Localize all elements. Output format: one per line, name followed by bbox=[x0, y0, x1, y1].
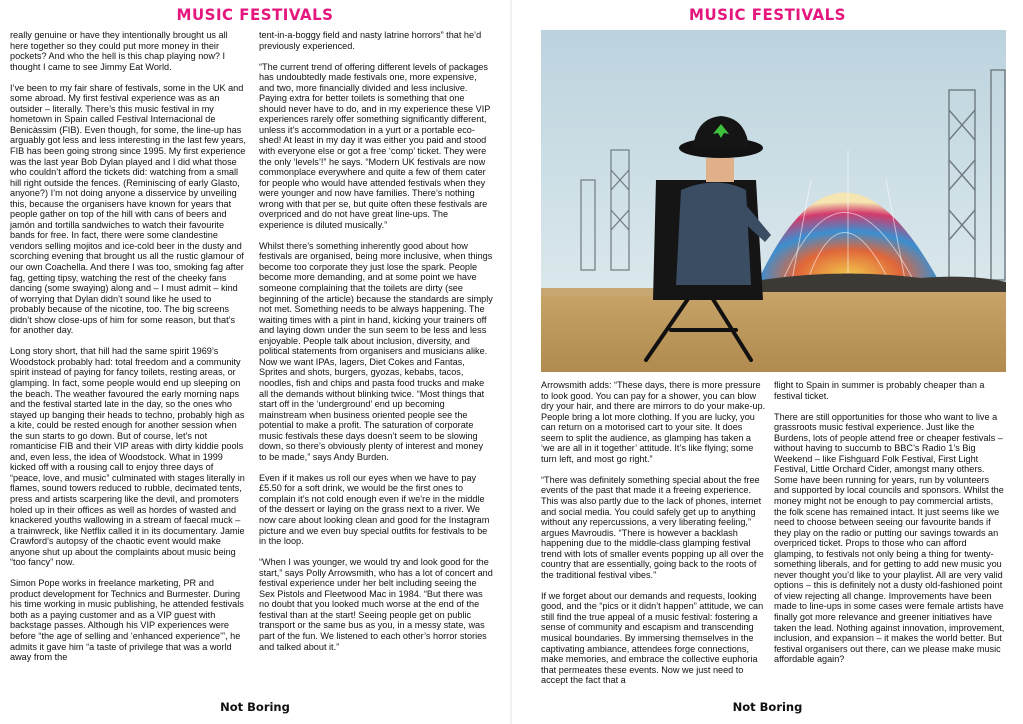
article-column-4 bbox=[774, 380, 1006, 675]
paragraph: tent-in-a-boggy field and nasty latrine horrors” that he’d previously experienced. bbox=[259, 30, 482, 51]
paragraph: Arrowsmith adds: “These days, there is more pressure to look good. You can pay for a shower, you can blow dry your hair, and there are mirrors to do your make-up. People bring a lot more clothing. If you are lucky, you can return on a motorised cart to your site. It does seem to split the audience, as glamping has taken a ‘we are all in it together’ attitude. It’s like flying; some turn left, and most go right.” bbox=[541, 380, 766, 464]
paragraph: Long story short, that hill had the same spirit 1969’s Woodstock probably had: total freedom and a community spirit instead of paying for fancy toilets, resting areas, or glamping. In fact, some people would end up sleeping on the beach. The weather favoured the early morning naps and the festival started late in the day, so the ones who stayed up banging their heads to techno, probably high as a kite, could be rested enough for another session when the sun starts to go down. But of course, let’s not romanticise FIB and their VIP areas with dirty kiddie pools and, even less, the idea of Woodstock. What in 1999 kicked off with a rousing call to enjoy three days of “peace, love, and music” culminated with stages literally in flames, sound towers reduced to rubble, decimated tents, press and artists scarpering like the devil, and promoters holed up in their offices as well as hordes of wasted and knackered youths wallowing in a stream of faecal muck – a trainwreck, like Netflix called it in its documentary. Jamie Crawford’s autopsy of the chaotic event would make anyone shut up about the complaints about music being “too fancy” now. bbox=[10, 346, 245, 568]
paragraph: There are still opportunities for those who want to live a grassroots music festival experience. Just like the Burdens, lots of people attend free or cheaper festivals – without having to succumb to BBC’s Radio 1’s Big Weekend – like Fishguard Folk Festival, First Light Festival, Little Orchard Cider, amongst many others. Some have been running for years, run by volunteers and supported by local councils and sponsors. Whilst the money might not be enough to pay commercial artists, the folk scene has remained intact. It just seems like we need to choose between seeing our favourite bands if they play on the radio or putting our savings towards an overpriced ticket. Props to those who can afford glamping, to festivals not only being a thing for twenty-something liberals, and for getting to add new music you never thought you’d like to your playlist. All are very valid options – this is definitely not a dusty old-fashioned point of view rejecting all change. Improvements have been made to line-ups in some cases were female artists have finally got more relevance and greener initiatives have taken the lead. Nothing against innovation, improvement, inclusion, and expansion – it makes the world better. But festival organisers out there, can we please make music affordable again? bbox=[774, 411, 1005, 665]
article-column-2 bbox=[259, 30, 493, 663]
right-page bbox=[512, 0, 1023, 724]
paragraph: Simon Pope works in freelance marketing, PR and product development for Technics and Burmester. During his time working in music publishing, he attended festivals both as a paying customer and as a VIP guest with backstage passes. Although his VIP experiences were before “the age of selling and ‘enhanced experience’”, he admits it gave him “a taste of privilege that was a world away from the bbox=[10, 578, 244, 663]
article-column-1 bbox=[10, 30, 246, 673]
left-page bbox=[0, 0, 510, 724]
paragraph: flight to Spain in summer is probably cheaper than a festival ticket. bbox=[774, 380, 985, 401]
article-column-3 bbox=[541, 380, 767, 696]
paragraph: If we forget about our demands and requests, looking good, and the “pics or it didn’t happen” attitude, we can still find the true appeal of a music festival: fostering a sense of community and escapism and transcending musical boundaries. By immersing themselves in the captivating ambiance, attendees forge connections, make memories, and embrace the collective euphoria that permeates these events. Now we just need to accept the fact that a bbox=[541, 590, 764, 686]
paragraph: “There was definitely something special about the free events of the past that made it a freeing experience. This was also partly due to the lack of phones, internet and social media. You could safely get up to anything without any repercussions, a very liberating feeling,” argues Mavroudis. “There is however a backlash happening due to the middle-class glamping festival trend with lots of smaller events popping up all over the country that are essentially, going back to the roots of the traditional festival vibes.” bbox=[541, 474, 764, 580]
page-footer: Not Boring bbox=[732, 700, 803, 714]
festival-photo bbox=[541, 30, 1006, 372]
paragraph: Whilst there’s something inherently good about how festivals are organised, being more inclusive, when things become too corporate they just lose the spark. People become more demanding, and at some point we have someone complaining that the toilets are dirty (see beginning of the article) because the standards are simply not met. Something needs to be always happening. The waiting times with a pint in hand, kicking your trainers off and laying down under the sun seem to be less and less enjoyable. People talk about inclusion, diversity, and political statements from organisers and musicians alike. Now we want IPAs, lagers, Diet Cokes and Fantas, Sprites and shots, burgers, gyozas, kebabs, tacos, noodles, fish and chips and pasta food trucks and make all the demands without blinking twice. “Most things that start off in the ‘underground’ end up becoming mainstream when business oriented people see the potential to make a profit. The saturation of corporate music festivals these days doesn’t seem to be slowing down, so there’s obviously plenty of interest and money to be made,” says Andy Burden. bbox=[259, 240, 493, 462]
paragraph: “When I was younger, we would try and look good for the start,” says Polly Arrowsmith, who has a lot of concert and festival experience under her belt including seeing the Sex Pistols and Fleetwood Mac in 1984. “But there was no doubt that you looked much worse at the end of the festival than at the start! Seeing people get on public transport or the same bus as you, in a messy state, was part of the fun. We listened to each other’s horror stories and talked about it.” bbox=[259, 557, 493, 652]
paragraph: “The current trend of offering different levels of packages has undoubtedly made festivals one, more expensive, and two, more financially divided and less inclusive. Paying extra for better toilets is something that one should never have to do, and in my experience these VIP experiences rarely offer something significantly different, unless it’s accommodation in a yurt or a portable eco-shed! At least in my day it was either you paid and stood with everyone else or got a free ‘comp’ ticket. They were the only ‘levels’!” he says. “Modern UK festivals are now commonplace everywhere and quite a few of them cater for people who would have attended festivals when they were younger and now have families. There’s nothing wrong with that per se, but quite often these festivals are overpriced and do not have great line-ups. The experience is diluted musically.” bbox=[259, 61, 491, 230]
paragraph: I’ve been to my fair share of festivals, some in the UK and some abroad. My first festival experience was as an outsider – literally. There’s this music festival in my hometown in Spain called Festival Internacional de Benicàssim (FIB). Even though, for some, the line-up has arguably got less and less interesting in the last few years, FIB has been going strong since 1995. My first experience was the last year Bob Dylan played and I did what those who couldn’t afford the tickets did: watching from a small hill right outside the fences. (Reminiscing of early Glasto, anyone?) I’m not doing anyone a disservice by unveiling this, because the organisers have known for years that people gather on top of the hill with cans of beers and jamón and tortilla sandwiches to watch their favourite bands for free. In fact, there were some clandestine vendors selling mojitos and ice-cold beer in the dusty and scorching evening that brought us all the rustic glamour of our own Coachella. And there I was too, smoking fag after fag, getting tipsy, watching the rest of the cheeky fans dancing (some swaying) along and – I must admit – kind of worrying that Dylan didn’t sound like he used to probably because of the nicotine, too. The big screens didn’t show close-ups of him for some reason, but that’s for another day. bbox=[10, 82, 246, 336]
paragraph: Even if it makes us roll our eyes when we have to pay £5.50 for a soft drink, we would be the first ones to complain it’s not cold enough even if we’re in the middle of the dessert or laying on the grass next to a river. We now care about looking clean and good for the Instagram picture and we even buy special outfits for festivals to be in the loop. bbox=[259, 472, 490, 547]
paragraph: really genuine or have they intentionally brought us all here together so they could put more money in their pockets? And who the hell is this chap playing now? I thought I came to see Jimmy Eat World. bbox=[10, 30, 228, 72]
page-header: MUSIC FESTIVALS bbox=[689, 5, 846, 25]
page-header: MUSIC FESTIVALS bbox=[176, 5, 334, 25]
page-footer: Not Boring bbox=[220, 700, 290, 714]
